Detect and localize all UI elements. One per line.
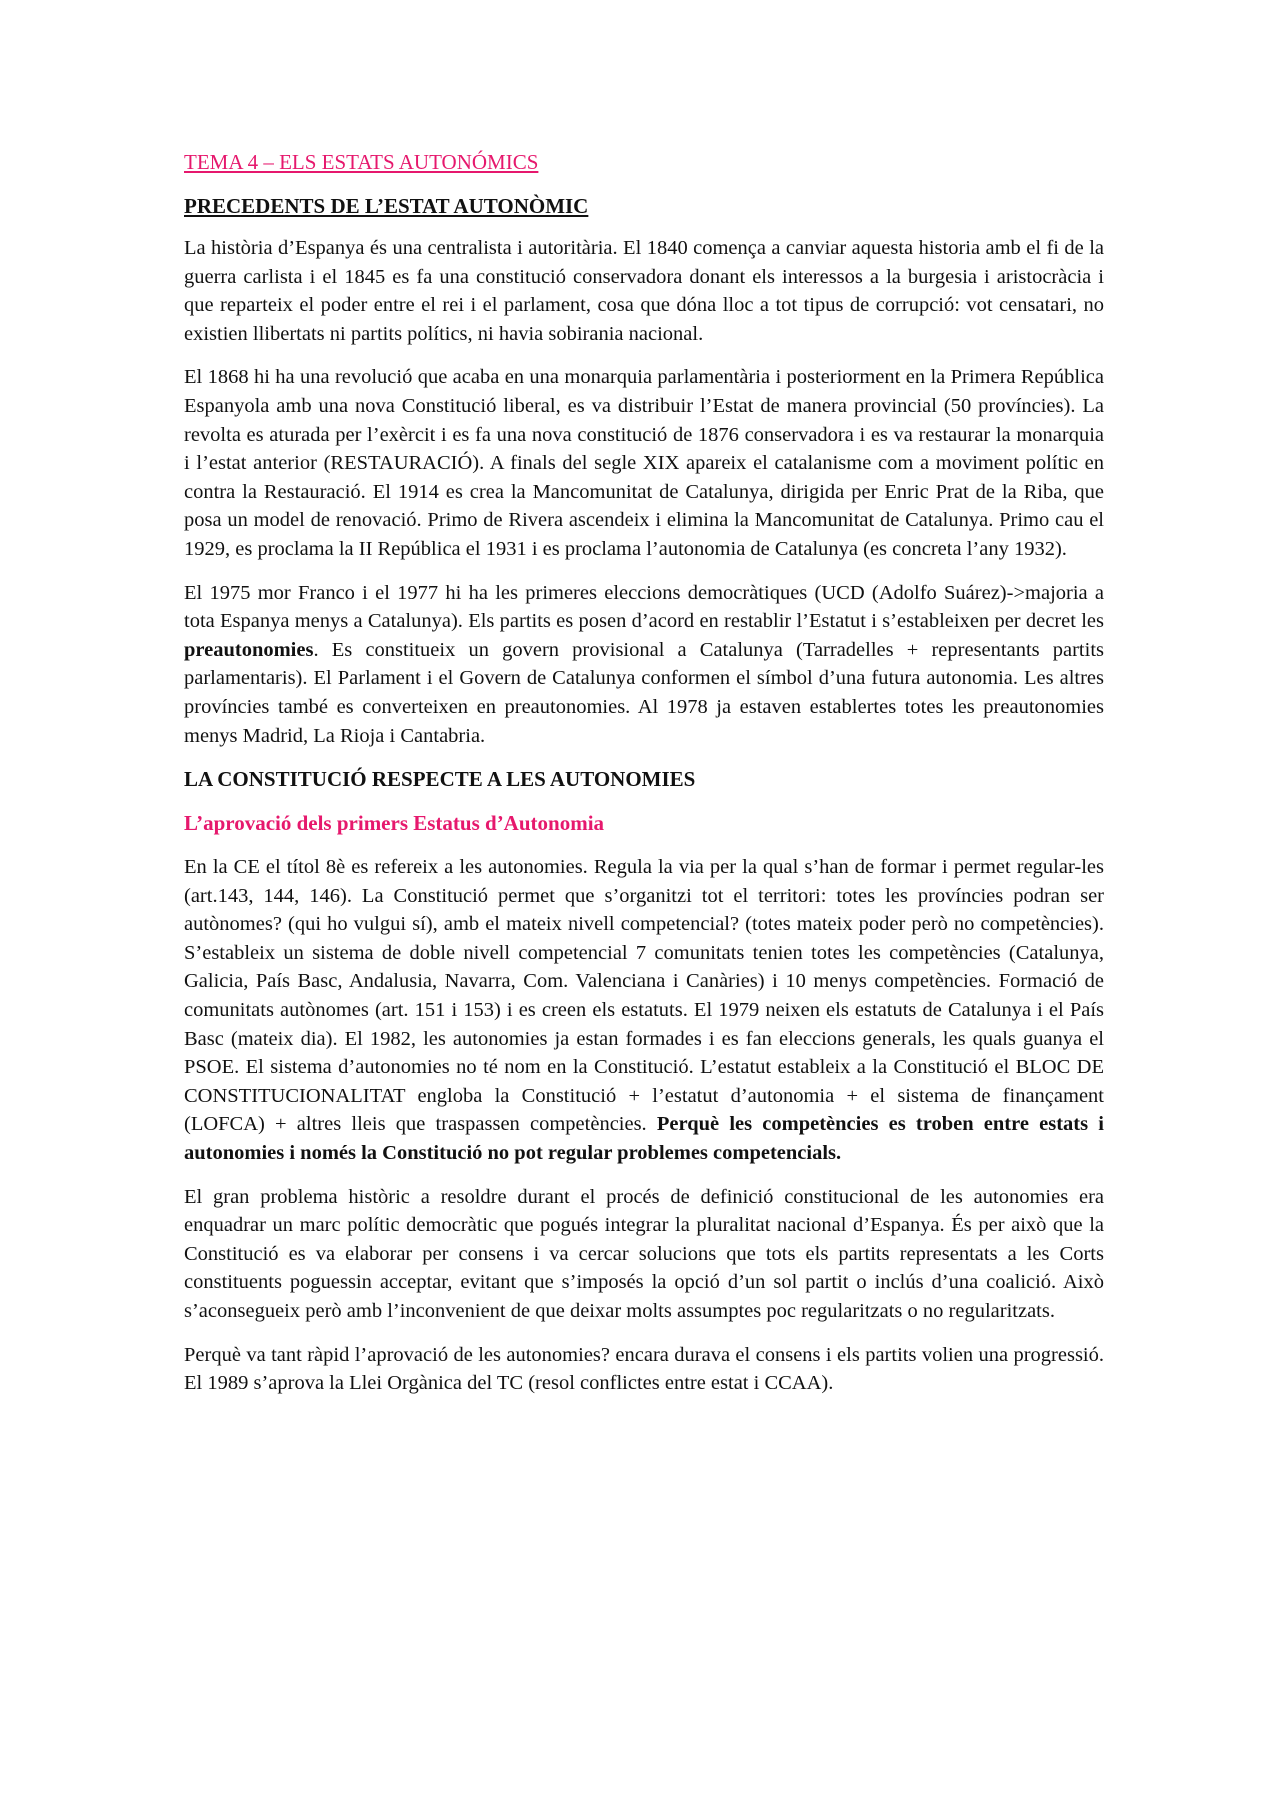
paragraph: [184, 579, 1104, 751]
document-page: [184, 148, 1104, 1413]
paragraph: El 1868 hi ha una revolució que acaba en una monarquia parlamentària i posteriorment en la Primera República Espanyola amb una nova Constitució liberal, es va distribuir l’Estat de manera provincial (50 províncies). La revolta es aturada per l’exèrcit i es fa una nova constitució de 1876 conservadora i es va restaurar la monarquia i l’estat anterior (RESTAURACIÓ). A finals del segle XIX apareix el catalanisme com a moviment polític en contra la Restauració. El 1914 es crea la Mancomunitat de Catalunya, dirigida per Enric Prat de la Riba, que posa un model de renovació. Primo de Rivera ascendeix i elimina la Mancomunitat de Catalunya. Primo cau el 1929, es proclama la II República el 1931 i es proclama l’autonomia de Catalunya (es concreta l’any 1932).: [184, 366, 1104, 560]
paragraph-text: En la CE el títol 8è es refereix a les autonomies. Regula la via per la qual s’han de formar i permet regular-les (art.143, 144, 146). La Constitució permet que s’organitzi tot el territori: totes les províncies podran ser autònomes? (qui ho vulgui sí), amb el mateix nivell competencial? (totes mateix poder però no competències). S’estableix un sistema de doble nivell competencial 7 comunitats tenien totes les competències (Catalunya, Galicia, País Basc, Andalusia, Navarra, Com. Valenciana i Canàries) i 10 menys competències. Formació de comunitats autònomes (art. 151 i 153) i es creen els estatuts. El 1979 neixen els estatuts de Catalunya i el País Basc (mateix dia). El 1982, les autonomies ja estan formades i es fan eleccions generals, les quals guanya el PSOE. El sistema d’autonomies no té nom en la Constitució. L’estatut estableix a la Constitució el BLOC DE CONSTITUCIONALITAT engloba la Constitució + l’estatut d’autonomia + el sistema de finançament (LOFCA) + altres lleis que traspassen competències.: [184, 856, 1104, 1136]
paragraph: La història d’Espanya és una centralista i autoritària. El 1840 comença a canviar aquesta historia amb el fi de la guerra carlista i el 1845 es fa una constitució conservadora donant els interessos a la burgesia i aristocràcia i que reparteix el poder entre el rei i el parlament, cosa que dóna lloc a tot tipus de corrupció: vot censatari, no existien llibertats ni partits polítics, ni havia sobirania nacional.: [184, 237, 1104, 345]
bold-term-preautonomies: preautonomies: [184, 638, 314, 661]
section-heading-precedents: PRECEDENTS DE L’ESTAT AUTONÒMIC: [184, 194, 589, 218]
subsection-heading-estatuts: L’aprovació dels primers Estatus d’Autonomia: [184, 811, 605, 836]
paragraph: Perquè va tant ràpid l’aprovació de les autonomies? encara durava el consens i els partits volien una progressió. El 1989 s’aprova la Llei Orgànica del TC (resol conflictes entre estat i CCAA).: [184, 1343, 1104, 1395]
section-heading-constitucio: LA CONSTITUCIÓ RESPECTE A LES AUTONOMIES: [184, 767, 696, 792]
paragraph-text: . Es constitueix un govern provisional a Catalunya (Tarradelles + representants partits parlamentaris). El Parlament i el Govern de Catalunya conformen el símbol d’una futura autonomia. Les altres províncies també es converteixen en preautonomies. Al 1978 ja estaven establertes totes les preautonomies menys Madrid, La Rioja i Cantabria.: [184, 638, 1104, 747]
paragraph: El gran problema històric a resoldre durant el procés de definició constitucional de les autonomies era enquadrar un marc polític democràtic que pogués integrar la pluralitat nacional d’Espanya. És per això que la Constitució es va elaborar per consens i va cercar solucions que tots els partits representats a les Corts constituents poguessin acceptar, evitant que s’imposés la opció d’un sol partit o inclús d’una coalició. Això s’aconsegueix però amb l’inconvenient de que deixar molts assumptes poc regularitzats o no regularitzats.: [184, 1185, 1104, 1322]
paragraph: [184, 853, 1104, 1168]
document-title: TEMA 4 – ELS ESTATS AUTONÓMICS: [184, 150, 539, 174]
paragraph-text: El 1975 mor Franco i el 1977 hi ha les primeres eleccions democràtiques (UCD (Adolfo Suárez)->majoria a tota Espanya menys a Catalunya). Els partits es posen d’acord en restablir l’Estatut i s’estableixen per decret les: [184, 581, 1104, 633]
bold-statement: Perquè les competències es troben entre estats i autonomies i només la Constitució no pot regular problemes competencials.: [184, 1113, 1104, 1165]
